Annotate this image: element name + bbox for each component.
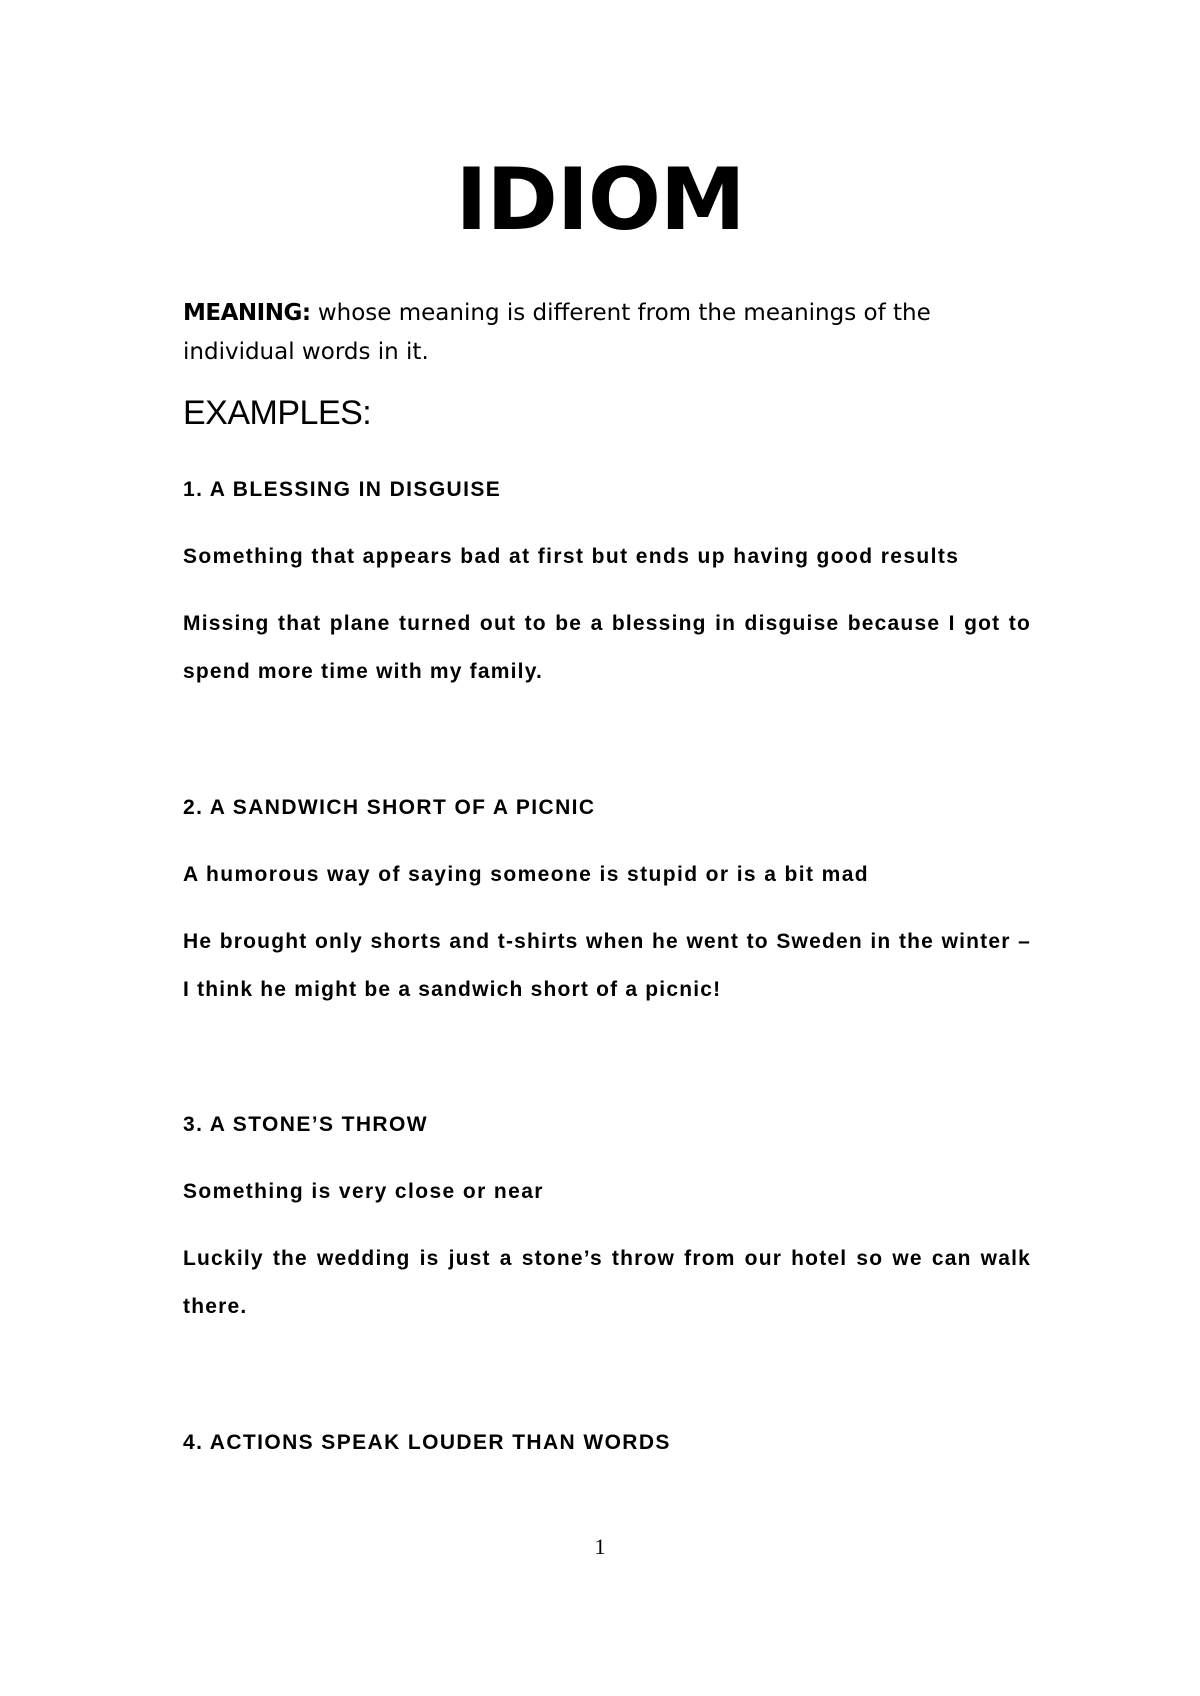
idiom-heading: 4. ACTIONS SPEAK LOUDER THAN WORDS bbox=[183, 1431, 671, 1454]
idiom-example: Missing that plane turned out to be a blessing in disguise because I got to spend more time with my family. bbox=[183, 612, 1031, 683]
meaning-text: whose meaning is different from the meanings of the individual words in it. bbox=[183, 300, 931, 365]
idiom-example: He brought only shorts and t-shirts when he went to Sweden in the winter – I think he might be a sandwich short of a picnic! bbox=[183, 930, 1031, 1001]
idiom-definition: Something is very close or near bbox=[183, 1180, 544, 1203]
meaning-label: MEANING: bbox=[183, 300, 311, 326]
idiom-definition: A humorous way of saying someone is stupid or is a bit mad bbox=[183, 863, 870, 886]
meaning-paragraph bbox=[183, 294, 1043, 372]
page-number: 1 bbox=[594, 1534, 606, 1559]
idiom-heading: 3. A STONE’S THROW bbox=[183, 1113, 428, 1136]
idiom-heading: 1. A BLESSING IN DISGUISE bbox=[183, 478, 502, 501]
idiom-heading: 2. A SANDWICH SHORT OF A PICNIC bbox=[183, 796, 596, 819]
idiom-example: Luckily the wedding is just a stone’s throw from our hotel so we can walk there. bbox=[183, 1247, 1031, 1318]
idiom-definition: Something that appears bad at first but ends up having good results bbox=[183, 545, 960, 568]
document-title: IDIOM bbox=[455, 150, 745, 250]
examples-heading: EXAMPLES: bbox=[183, 394, 372, 432]
